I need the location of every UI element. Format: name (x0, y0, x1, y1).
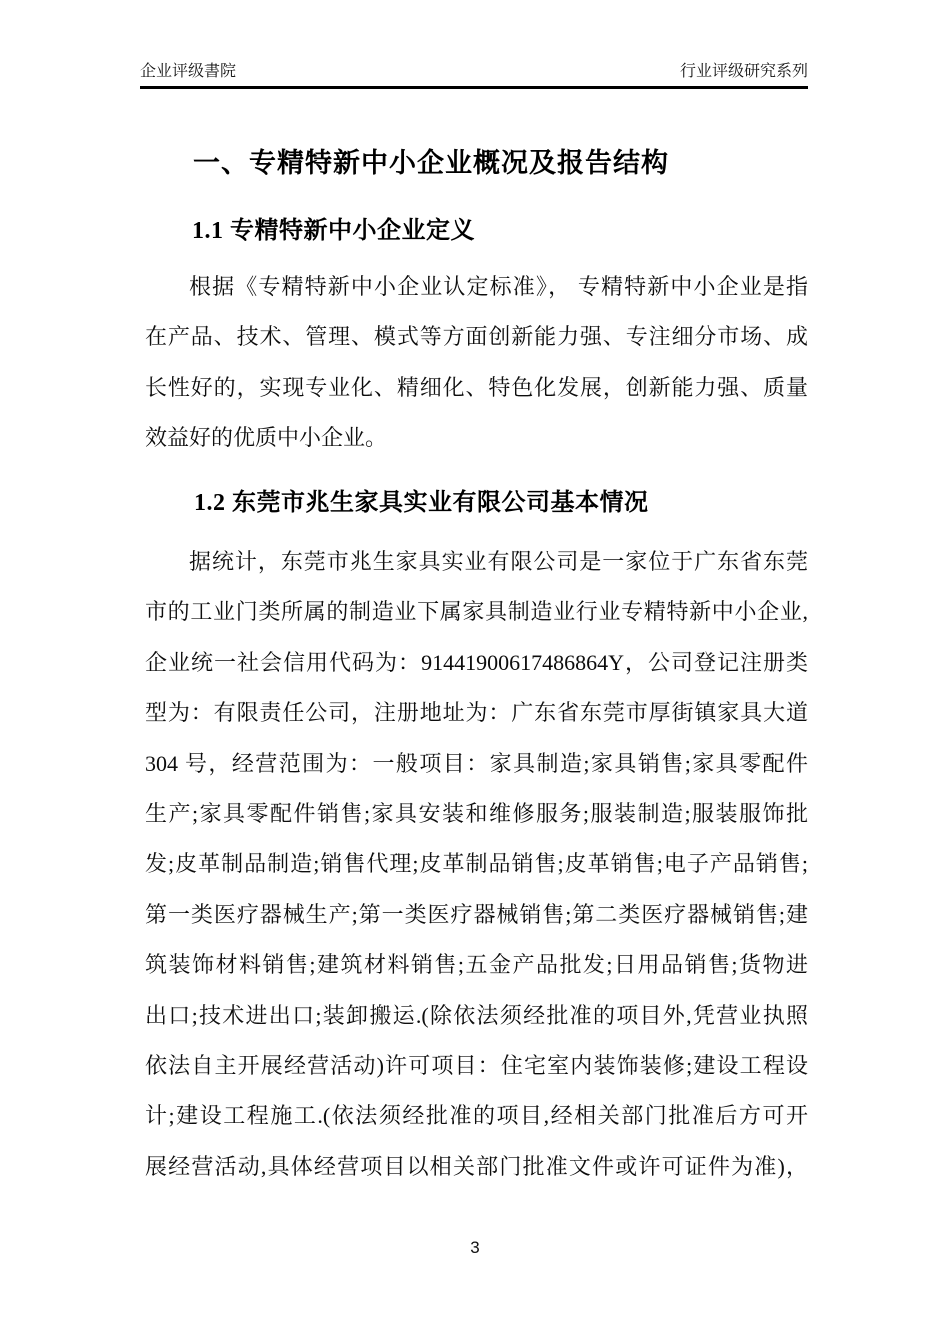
paragraph-line: 筑装饰材料销售;建筑材料销售;五金产品批发;日用品销售;货物进 (145, 952, 808, 978)
paragraph-line: 型为：有限责任公司，注册地址为：广东省东莞市厚街镇家具大道 (145, 700, 808, 726)
paragraph-line: 第一类医疗器械生产;第一类医疗器械销售;第二类医疗器械销售;建 (145, 901, 808, 927)
page-number: 3 (470, 1238, 480, 1257)
paragraph-line: 在产品、技术、管理、模式等方面创新能力强、专注细分市场、成 (145, 324, 808, 350)
subsection-heading-1-1: 1.1 专精特新中小企业定义 (192, 218, 475, 244)
paragraph-line: 304 号，经营范围为：一般项目：家具制造;家具销售;家具零配件 (145, 750, 808, 776)
subsection-heading-1-2: 1.2 东莞市兆生家具实业有限公司基本情况 (194, 490, 649, 516)
section-heading: 一、专精特新中小企业概况及报告结构 (193, 148, 669, 178)
paragraph-line: 市的工业门类所属的制造业下属家具制造业行业专精特新中小企业, (145, 599, 808, 625)
paragraph-line: 根据《专精特新中小企业认定标准》， 专精特新中小企业是指 (189, 274, 808, 299)
paragraph-line: 依法自主开展经营活动)许可项目：住宅室内装饰装修;建设工程设 (145, 1052, 808, 1078)
paragraph-line: 效益好的优质中小企业。 (145, 425, 388, 451)
paragraph-line: 据统计，东莞市兆生家具实业有限公司是一家位于广东省东莞 (189, 549, 808, 574)
header-rule (140, 86, 808, 89)
paragraph-line: 长性好的，实现专业化、精细化、特色化发展，创新能力强、质量 (145, 374, 808, 400)
paragraph-line: 发;皮革制品制造;销售代理;皮革制品销售;皮革销售;电子产品销售; (145, 851, 808, 877)
paragraph-line: 企业统一社会信用代码为：91441900617486864Y，公司登记注册类 (145, 649, 808, 675)
paragraph-line: 出口;技术进出口;装卸搬运.(除依法须经批准的项目外,凭营业执照 (145, 1002, 808, 1028)
paragraph-line: 生产;家具零配件销售;家具安装和维修服务;服装制造;服装服饰批 (145, 800, 808, 826)
paragraph-line: 展经营活动,具体经营项目以相关部门批准文件或许可证件为准)， (145, 1153, 808, 1179)
running-header (140, 60, 808, 84)
paragraph-line: 计;建设工程施工.(依法须经批准的项目,经相关部门批准后方可开 (145, 1103, 808, 1129)
header-right-text: 行业评级研究系列 (679, 63, 808, 80)
paragraph-definition (145, 262, 808, 464)
paragraph-company-profile (145, 537, 808, 1192)
header-left-text: 企业评级書院 (140, 63, 237, 80)
